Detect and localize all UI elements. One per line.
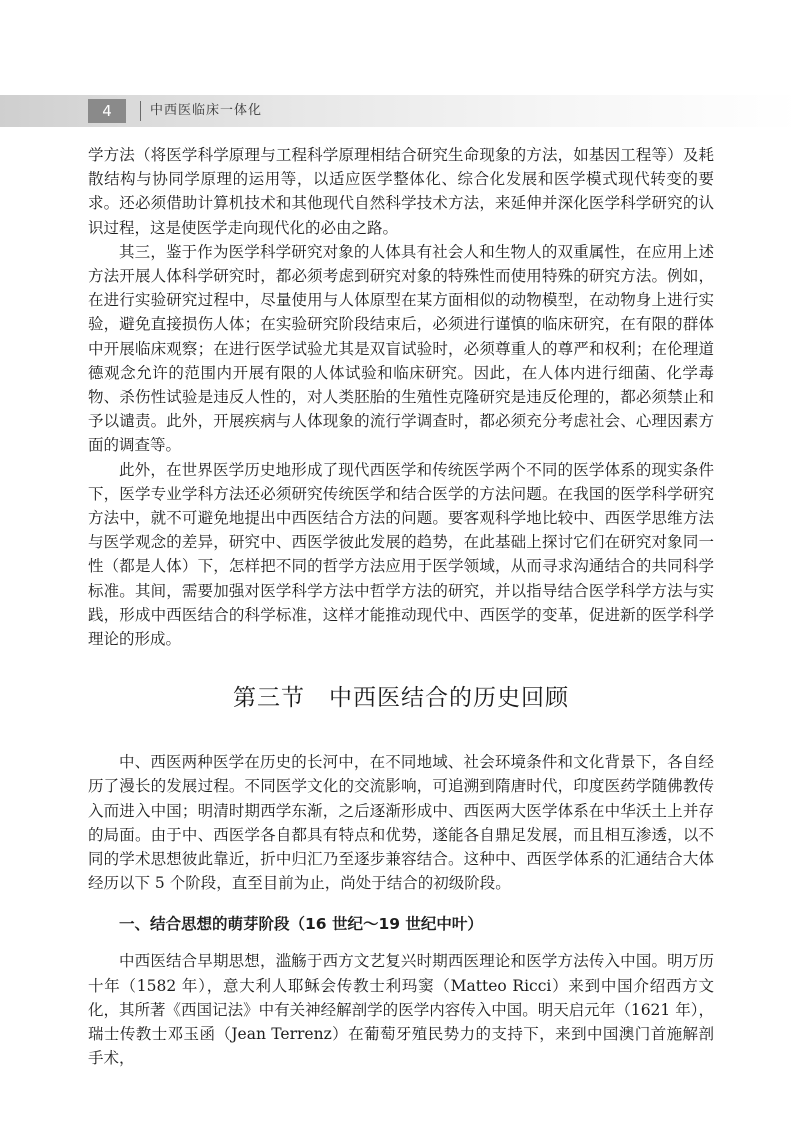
page-content [88, 143, 714, 1071]
paragraph-3: 此外，在世界医学历史地形成了现代西医学和传统医学两个不同的医学体系的现实条件下，医学专业学科方法还必须研究传统医学和结合医学的方法问题。在我国的医学科学研究方法中，就不可避免地提出中西医结合方法的问题。要客观科学地比较中、西医学思维方法与医学观念的差异，研究中、西医学彼此发展的趋势，在此基础上探讨它们在研究对象同一性（都是人体）下，怎样把不同的哲学方法应用于医学领域，从而寻求沟通结合的共同科学标准。其间，需要加强对医学科学方法中哲学方法的研究，并以指导结合医学科学方法与实践，形成中西医结合的科学标准，这样才能推动现代中、西医学的变革，促进新的医学科学理论的形成。 [88, 460, 714, 649]
header-divider [140, 101, 141, 121]
section-title: 第三节 中西医结合的历史回顾 [233, 685, 569, 712]
paragraph-2: 其三，鉴于作为医学科学研究对象的人体具有社会人和生物人的双重属性，在应用上述方法开展人体科学研究时，都必须考虑到研究对象的特殊性而使用特殊的研究方法。例如，在进行实验研究过程中，尽量使用与人体原型在某方面相似的动物模型，在动物身上进行实验，避免直接损伤人体；在实验研究阶段结束后，必须进行谨慎的临床研究，在有限的群体中开展临床观察；在进行医学试验尤其是双盲试验时，必须尊重人的尊严和权利；在伦理道德观念允许的范围内开展有限的人体试验和临床研究。因此，在人体内进行细菌、化学毒物、杀伤性试验是违反人性的，对人类胚胎的生殖性克隆研究是违反伦理的，都必须禁止和予以谴责。此外，开展疾病与人体现象的流行学调查时，都必须充分考虑社会、心理因素方面的调查等。 [88, 242, 714, 455]
page-number: 4 [88, 99, 126, 123]
book-title: 中西医临床一体化 [150, 103, 263, 118]
subsection-title: 一、结合思想的萌芽阶段（16 世纪～19 世纪中叶） [119, 915, 483, 934]
paragraph-4: 中、西医两种医学在历史的长河中，在不同地域、社会环境条件和文化背景下，各自经历了漫长的发展过程。不同医学文化的交流影响，可追溯到隋唐时代，印度医药学随佛教传入而进入中国；明清时期西学东渐，之后逐渐形成中、西医两大医学体系在中华沃土上并存的局面。由于中、西医学各自都具有特点和优势，遂能各自鼎足发展，而且相互渗透，以不同的学术思想彼此靠近，折中归汇乃至逐步兼容结合。这种中、西医学体系的汇通结合大体经历以下 5 个阶段，直至目前为止，尚处于结合的初级阶段。 [88, 753, 714, 893]
paragraph-1: 学方法（将医学科学原理与工程科学原理相结合研究生命现象的方法，如基因工程等）及耗散结构与协同学原理的运用等，以适应医学整体化、综合化发展和医学模式现代转变的要求。还必须借助计算机技术和其他现代自然科学技术方法，来延伸并深化医学科学研究的认识过程，这是使医学走向现代化的必由之路。 [88, 146, 714, 237]
paragraph-5: 中西医结合早期思想，滥觞于西方文艺复兴时期西医理论和医学方法传入中国。明万历十年（1582 年），意大利人耶稣会传教士利玛窦（Matteo Ricci）来到中国介绍西方文化，其所著《西国记法》中有关神经解剖学的医学内容传入中国。明天启元年（1621 年），瑞士传教士邓玉函（Jean Terrenz）在葡萄牙殖民势力的支持下，来到中国澳门首施解剖手术， [88, 952, 714, 1068]
